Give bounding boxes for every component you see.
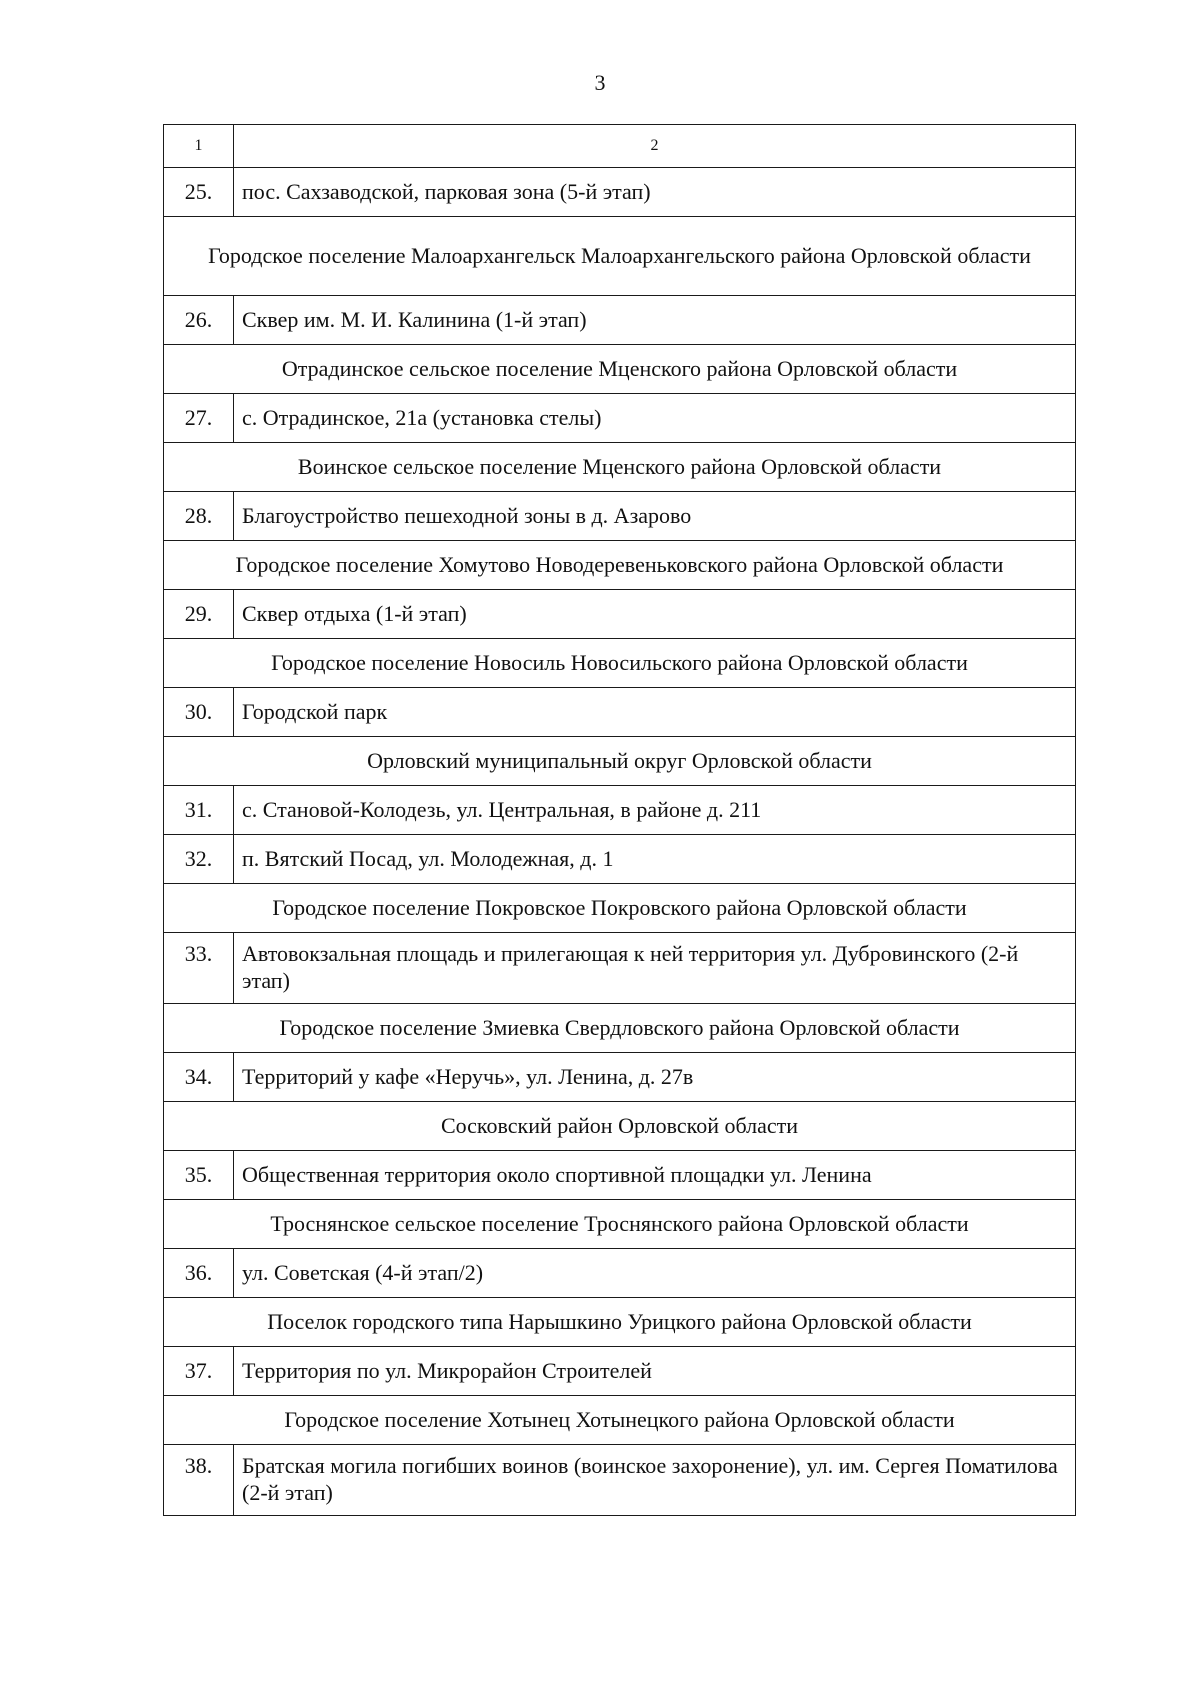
section-heading: Городское поселение Хотынец Хотынецкого района Орловской области: [164, 1396, 1076, 1445]
section-heading: Орловский муниципальный округ Орловской области: [164, 737, 1076, 786]
row-number: 29.: [164, 590, 234, 639]
column-header-name: 2: [234, 125, 1076, 168]
row-number: 33.: [164, 933, 234, 1004]
row-text: с. Становой-Колодезь, ул. Центральная, в районе д. 211: [234, 786, 1076, 835]
row-number: 36.: [164, 1249, 234, 1298]
row-number: 32.: [164, 835, 234, 884]
row-text: с. Отрадинское, 21а (установка стелы): [234, 394, 1076, 443]
row-number: 25.: [164, 168, 234, 217]
row-number: 28.: [164, 492, 234, 541]
row-text: Территория по ул. Микрорайон Строителей: [234, 1347, 1076, 1396]
section-row: [164, 1102, 1076, 1151]
table-row: [164, 492, 1076, 541]
row-text: п. Вятский Посад, ул. Молодежная, д. 1: [234, 835, 1076, 884]
table-row: [164, 1347, 1076, 1396]
section-heading: Городское поселение Малоархангельск Малоархангельского района Орловской области: [164, 217, 1076, 296]
section-row: [164, 1004, 1076, 1053]
section-heading: Городское поселение Новосиль Новосильского района Орловской области: [164, 639, 1076, 688]
row-number: 27.: [164, 394, 234, 443]
section-heading: Сосковский район Орловской области: [164, 1102, 1076, 1151]
section-row: [164, 737, 1076, 786]
section-heading: Городское поселение Змиевка Свердловского района Орловской области: [164, 1004, 1076, 1053]
section-row: [164, 541, 1076, 590]
row-text: Сквер им. М. И. Калинина (1-й этап): [234, 296, 1076, 345]
table-row: [164, 296, 1076, 345]
table-row: [164, 394, 1076, 443]
section-heading: Поселок городского типа Нарышкино Урицкого района Орловской области: [164, 1298, 1076, 1347]
table-row: [164, 590, 1076, 639]
row-text: Городской парк: [234, 688, 1076, 737]
row-number: 38.: [164, 1445, 234, 1516]
row-number: 34.: [164, 1053, 234, 1102]
row-number: 26.: [164, 296, 234, 345]
row-number: 35.: [164, 1151, 234, 1200]
row-text: Братская могила погибших воинов (воинское захоронение), ул. им. Сергея Поматилова (2-й этап): [234, 1445, 1076, 1516]
row-text: Общественная территория около спортивной площадки ул. Ленина: [234, 1151, 1076, 1200]
section-row: [164, 884, 1076, 933]
section-row: [164, 443, 1076, 492]
row-text: ул. Советская (4-й этап/2): [234, 1249, 1076, 1298]
document-table: [163, 124, 1076, 1516]
section-heading: Городское поселение Хомутово Новодеревеньковского района Орловской области: [164, 541, 1076, 590]
table-header-row: [164, 125, 1076, 168]
row-text: Благоустройство пешеходной зоны в д. Азарово: [234, 492, 1076, 541]
row-text: пос. Сахзаводской, парковая зона (5-й этап): [234, 168, 1076, 217]
section-row: [164, 639, 1076, 688]
section-heading: Троснянское сельское поселение Троснянского района Орловской области: [164, 1200, 1076, 1249]
row-number: 30.: [164, 688, 234, 737]
table-row: [164, 168, 1076, 217]
section-row: [164, 1396, 1076, 1445]
row-number: 31.: [164, 786, 234, 835]
table-row: [164, 786, 1076, 835]
section-heading: Городское поселение Покровское Покровского района Орловской области: [164, 884, 1076, 933]
section-row: [164, 1200, 1076, 1249]
section-heading: Отрадинское сельское поселение Мценского района Орловской области: [164, 345, 1076, 394]
section-row: [164, 345, 1076, 394]
section-row: [164, 1298, 1076, 1347]
row-text: Территорий у кафе «Неручь», ул. Ленина, д. 27в: [234, 1053, 1076, 1102]
section-heading: Воинское сельское поселение Мценского района Орловской области: [164, 443, 1076, 492]
table-row: [164, 933, 1076, 1004]
table-row: [164, 1445, 1076, 1516]
table-row: [164, 1151, 1076, 1200]
page-number: 3: [594, 70, 606, 95]
table-row: [164, 688, 1076, 737]
row-text: Сквер отдыха (1-й этап): [234, 590, 1076, 639]
table-row: [164, 1249, 1076, 1298]
row-number: 37.: [164, 1347, 234, 1396]
row-text: Автовокзальная площадь и прилегающая к ней территория ул. Дубровинского (2-й этап): [234, 933, 1076, 1004]
table-row: [164, 1053, 1076, 1102]
section-row: [164, 217, 1076, 296]
column-header-number: 1: [164, 125, 234, 168]
table-row: [164, 835, 1076, 884]
